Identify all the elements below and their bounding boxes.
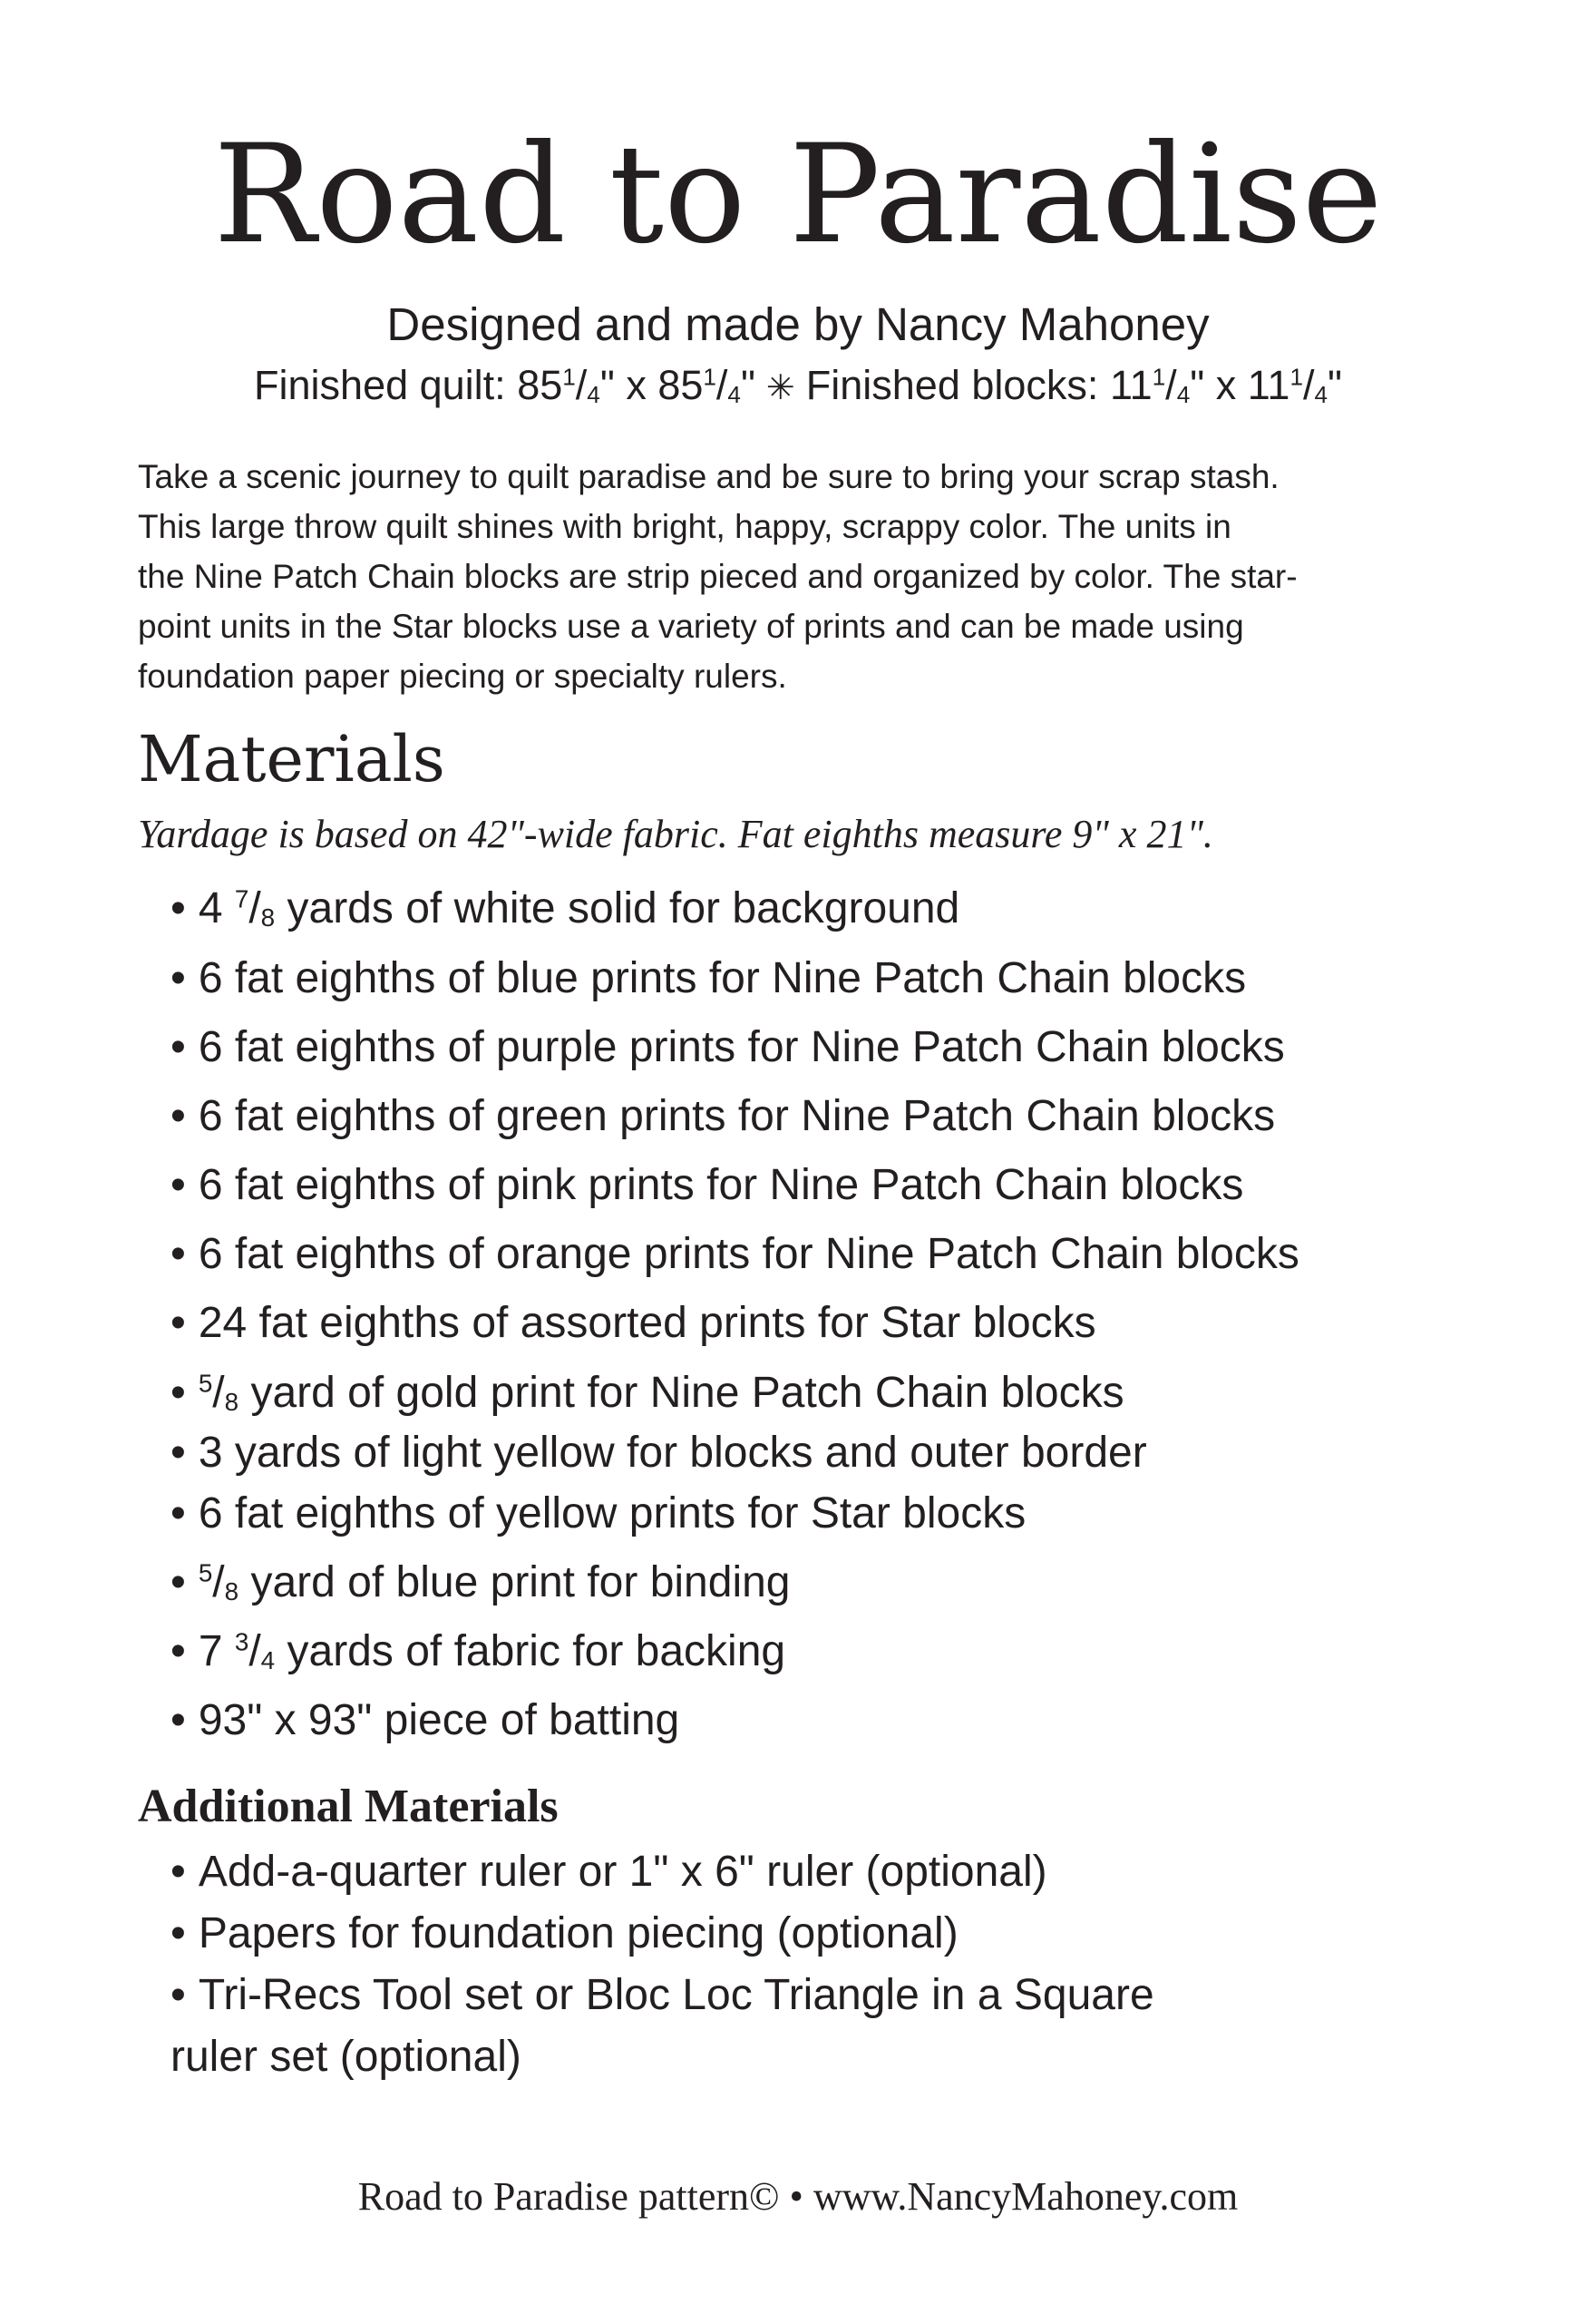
- designer-byline: Designed and made by Nancy Mahoney: [386, 298, 1210, 350]
- bullet-icon: •: [170, 1909, 186, 1957]
- additional-list-item-continuation: ruler set (optional): [170, 2033, 521, 2081]
- bullet-icon: •: [170, 1369, 186, 1417]
- finished-quilt-size: $85^1/_4$" x $85^1/_4$": [517, 362, 755, 408]
- bullet-icon: •: [170, 1299, 186, 1347]
- asterisk-separator-icon: ✳: [765, 369, 795, 407]
- materials-list-item: • 24 fat eighths of assorted prints for Star blocks: [170, 1299, 1096, 1347]
- page-title: Road to Paradise: [213, 116, 1383, 274]
- materials-list-item: • 6 fat eighths of green prints for Nine Patch Chain blocks: [170, 1092, 1276, 1140]
- yardage-note: Yardage is based on 42"-wide fabric. Fat eighths measure 9" x 21".: [138, 812, 1213, 856]
- bullet-icon: •: [170, 1558, 186, 1606]
- materials-heading: Materials: [138, 722, 445, 796]
- materials-list-item: • 6 fat eighths of pink prints for Nine Patch Chain blocks: [170, 1161, 1244, 1209]
- materials-list-item: • 7 $^3/_4$ yards of fabric for backing: [170, 1627, 786, 1675]
- materials-list-item: • 6 fat eighths of yellow prints for Star blocks: [170, 1489, 1027, 1537]
- intro-line: the Nine Patch Chain blocks are strip pieced and organized by color. The star-: [138, 558, 1298, 595]
- materials-list-item: • 6 fat eighths of blue prints for Nine Patch Chain blocks: [170, 954, 1247, 1002]
- footer-copyright: Road to Paradise pattern© • www.NancyMahoney.com: [357, 2174, 1239, 2219]
- bullet-icon: •: [170, 1627, 186, 1675]
- finished-blocks-label: Finished blocks:: [805, 362, 1099, 408]
- bullet-icon: •: [170, 1023, 186, 1071]
- additional-list-item: • Tri-Recs Tool set or Bloc Loc Triangle in a Square: [170, 1971, 1154, 2019]
- additional-list-item: • Papers for foundation piecing (optional): [170, 1909, 959, 1957]
- additional-materials-heading: Additional Materials: [138, 1781, 559, 1832]
- intro-line: point units in the Star blocks use a variety of prints and can be made using: [138, 608, 1244, 645]
- bullet-icon: •: [170, 1429, 186, 1477]
- intro-paragraph: [138, 452, 1480, 701]
- bullet-icon: •: [170, 1092, 186, 1140]
- finished-quilt-label: Finished quilt:: [254, 362, 506, 408]
- additional-list-item: • Add-a-quarter ruler or 1" x 6" ruler (optional): [170, 1848, 1047, 1896]
- materials-list-item: • $^5/_8$ yard of gold print for Nine Patch Chain blocks: [170, 1369, 1124, 1417]
- bullet-icon: •: [170, 1971, 186, 2019]
- bullet-icon: •: [170, 1848, 186, 1896]
- bullet-icon: •: [170, 1489, 186, 1537]
- bullet-icon: •: [170, 954, 186, 1002]
- materials-list-item: • 4 $^7/_8$ yards of white solid for background: [170, 884, 960, 932]
- materials-list-item: • 3 yards of light yellow for blocks and outer border: [170, 1429, 1147, 1477]
- bullet-icon: •: [170, 1696, 186, 1744]
- intro-line: This large throw quilt shines with bright, happy, scrappy color. The units in: [138, 508, 1231, 545]
- materials-list-item: • $^5/_8$ yard of blue print for binding: [170, 1558, 791, 1606]
- finished-sizes: [0, 362, 1596, 408]
- intro-line: Take a scenic journey to quilt paradise and be sure to bring your scrap stash.: [138, 458, 1280, 495]
- materials-list-item: • 93" x 93" piece of batting: [170, 1696, 680, 1744]
- materials-list-item: • 6 fat eighths of orange prints for Nine Patch Chain blocks: [170, 1230, 1299, 1278]
- bullet-icon: •: [170, 1161, 186, 1209]
- materials-list-item: • 6 fat eighths of purple prints for Nine Patch Chain blocks: [170, 1023, 1285, 1071]
- bullet-icon: •: [170, 884, 186, 932]
- intro-line: foundation paper piecing or specialty rulers.: [138, 658, 787, 695]
- finished-block-size: $11^1/_4$" x $11^1/_4$": [1109, 362, 1342, 408]
- bullet-icon: •: [170, 1230, 186, 1278]
